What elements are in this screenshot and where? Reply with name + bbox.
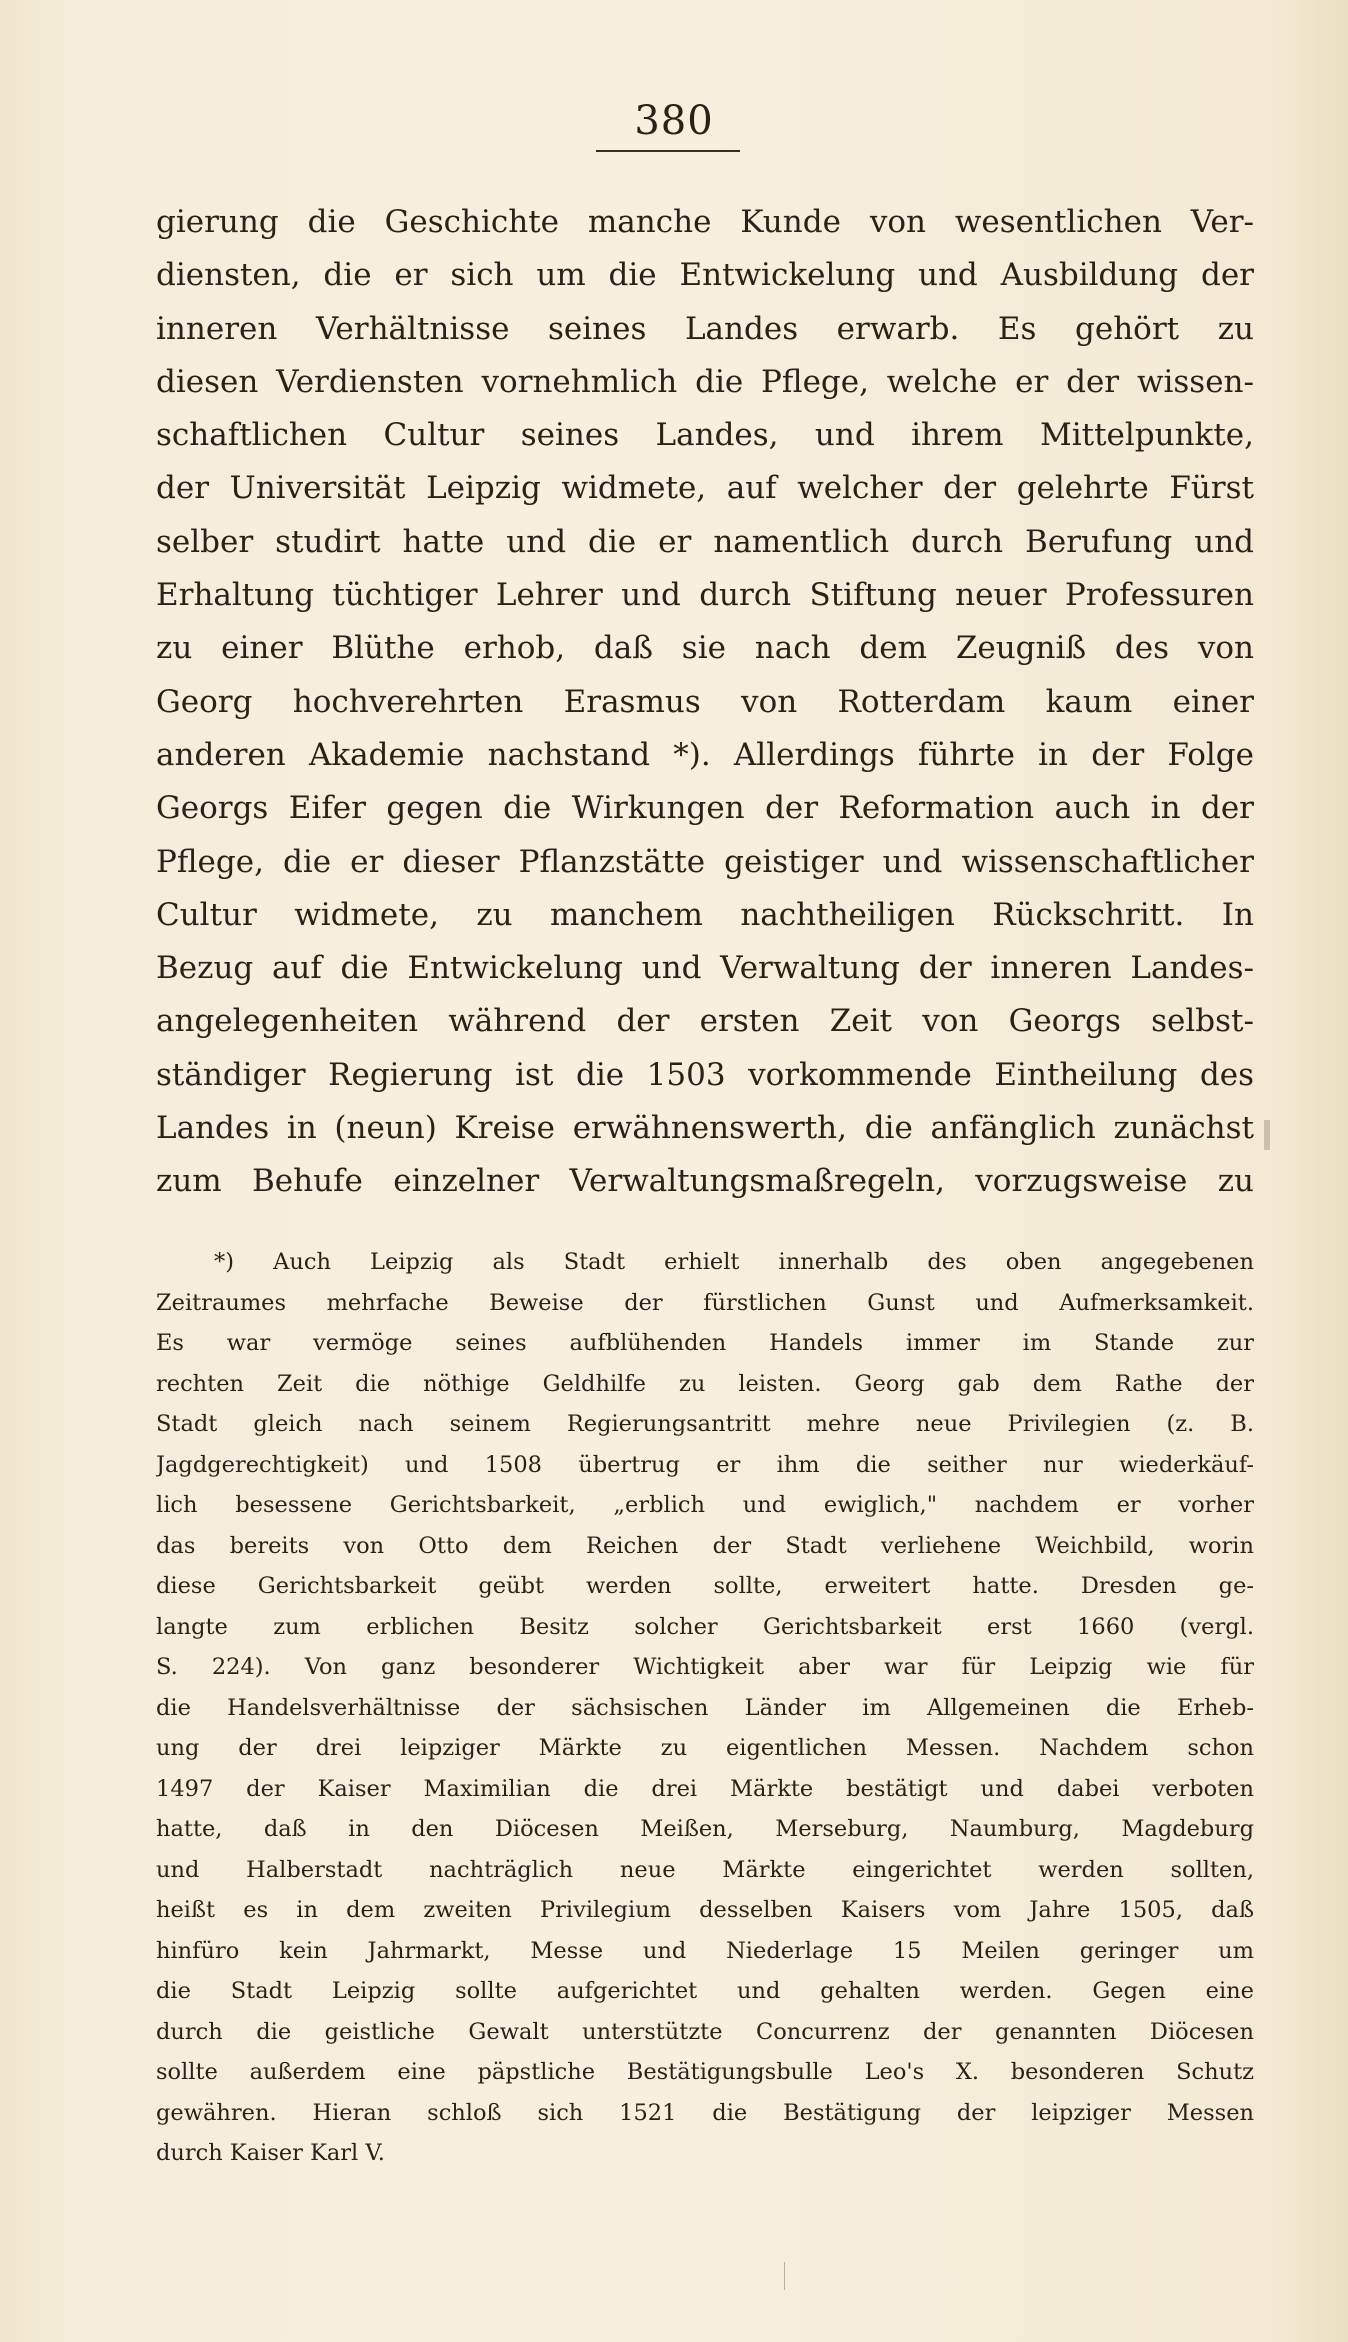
text-line: inneren Verhältnisse seines Landes erwarb. Es gehört zu <box>156 310 1254 347</box>
footnote-line: gewähren. Hieran schloß sich 1521 die Bestätigung der leipziger Messen <box>156 2099 1254 2126</box>
text-line: schaftlichen Cultur seines Landes, und ihrem Mittelpunkte, <box>156 417 1254 454</box>
footnote-line: langte zum erblichen Besitz solcher Gerichtsbarkeit erst 1660 (vergl. <box>156 1613 1254 1640</box>
footnote-line: heißt es in dem zweiten Privilegium desselben Kaisers vom Jahre 1505, daß <box>156 1897 1254 1923</box>
footnote-line: durch die geistliche Gewalt unterstützte Concurrenz der genannten Diöcesen <box>156 2018 1254 2045</box>
text-line: Bezug auf die Entwickelung und Verwaltung der inneren Landes- <box>156 950 1254 987</box>
footnote-line: hinfüro kein Jahrmarkt, Messe und Niederlage 15 Meilen geringer um <box>156 1937 1254 1964</box>
text-line: ständiger Regierung ist die 1503 vorkommende Eintheilung des <box>156 1056 1254 1093</box>
footnote-line: Stadt gleich nach seinem Regierungsantritt mehre neue Privilegien (z. B. <box>156 1411 1254 1437</box>
footnote-block <box>156 1242 1254 2174</box>
footnote-line: das bereits von Otto dem Reichen der Stadt verliehene Weichbild, worin <box>156 1532 1254 1559</box>
page-number: 380 <box>634 98 714 144</box>
text-line: Landes in (neun) Kreise erwähnenswerth, die anfänglich zunächst <box>156 1110 1254 1147</box>
text-line: selber studirt hatte und die er namentlich durch Berufung und <box>156 523 1254 560</box>
margin-smudge <box>1264 1120 1270 1150</box>
footnote-line: durch Kaiser Karl V. <box>156 2140 385 2166</box>
footnote-line: S. 224). Von ganz besonderer Wichtigkeit aber war für Leipzig wie für <box>156 1654 1254 1680</box>
text-line: der Universität Leipzig widmete, auf welcher der gelehrte Fürst <box>156 470 1254 507</box>
paper-mark <box>784 2262 785 2290</box>
footnote-line: ung der drei leipziger Märkte zu eigentlichen Messen. Nachdem schon <box>156 1735 1254 1761</box>
footnote-line: *) Auch Leipzig als Stadt erhielt innerhalb des oben angegebenen <box>214 1249 1254 1275</box>
footnote-line: diese Gerichtsbarkeit geübt werden sollte, erweitert hatte. Dresden ge- <box>156 1573 1254 1599</box>
text-line: angelegenheiten während der ersten Zeit von Georgs selbst- <box>156 1003 1254 1040</box>
text-line: zum Behufe einzelner Verwaltungsmaßregeln, vorzugsweise zu <box>156 1163 1254 1200</box>
text-line: diesen Verdiensten vornehmlich die Pflege, welche er der wissen- <box>156 363 1254 400</box>
text-line: Erhaltung tüchtiger Lehrer und durch Stiftung neuer Professuren <box>156 577 1254 614</box>
main-text-block <box>156 196 1254 1209</box>
text-line: diensten, die er sich um die Entwickelung und Ausbildung der <box>156 257 1254 294</box>
page-number-rule <box>596 150 740 152</box>
footnote-line: lich besessene Gerichtsbarkeit, „erblich und ewiglich," nachdem er vorher <box>156 1492 1254 1518</box>
footnote-line: hatte, daß in den Diöcesen Meißen, Merseburg, Naumburg, Magdeburg <box>156 1816 1254 1842</box>
text-line: Cultur widmete, zu manchem nachtheiligen Rückschritt. In <box>156 896 1254 933</box>
footnote-line: Zeitraumes mehrfache Beweise der fürstlichen Gunst und Aufmerksamkeit. <box>156 1289 1254 1316</box>
text-line: Pflege, die er dieser Pflanzstätte geistiger und wissenschaftlicher <box>156 843 1254 880</box>
footnote-line: Jagdgerechtigkeit) und 1508 übertrug er ihm die seither nur wiederkäuf- <box>156 1451 1254 1478</box>
footnote-line: und Halberstadt nachträglich neue Märkte eingerichtet werden sollten, <box>156 1856 1254 1883</box>
text-line: zu einer Blüthe erhob, daß sie nach dem Zeugniß des von <box>156 630 1254 667</box>
footnote-line: rechten Zeit die nöthige Geldhilfe zu leisten. Georg gab dem Rathe der <box>156 1370 1254 1397</box>
footnote-line: die Stadt Leipzig sollte aufgerichtet und gehalten werden. Gegen eine <box>156 1978 1254 2004</box>
text-line: gierung die Geschichte manche Kunde von wesentlichen Ver- <box>156 204 1254 240</box>
footnote-line: die Handelsverhältnisse der sächsischen Länder im Allgemeinen die Erheb- <box>156 1694 1254 1721</box>
footnote-line: 1497 der Kaiser Maximilian die drei Märkte bestätigt und dabei verboten <box>156 1775 1254 1802</box>
footnote-line: Es war vermöge seines aufblühenden Handels immer im Stande zur <box>156 1330 1254 1356</box>
text-line: Georg hochverehrten Erasmus von Rotterdam kaum einer <box>156 683 1254 720</box>
text-line: Georgs Eifer gegen die Wirkungen der Reformation auch in der <box>156 790 1254 827</box>
footnote-line: sollte außerdem eine päpstliche Bestätigungsbulle Leo's X. besonderen Schutz <box>156 2059 1254 2085</box>
text-line: anderen Akademie nachstand *). Allerdings führte in der Folge <box>156 736 1254 773</box>
